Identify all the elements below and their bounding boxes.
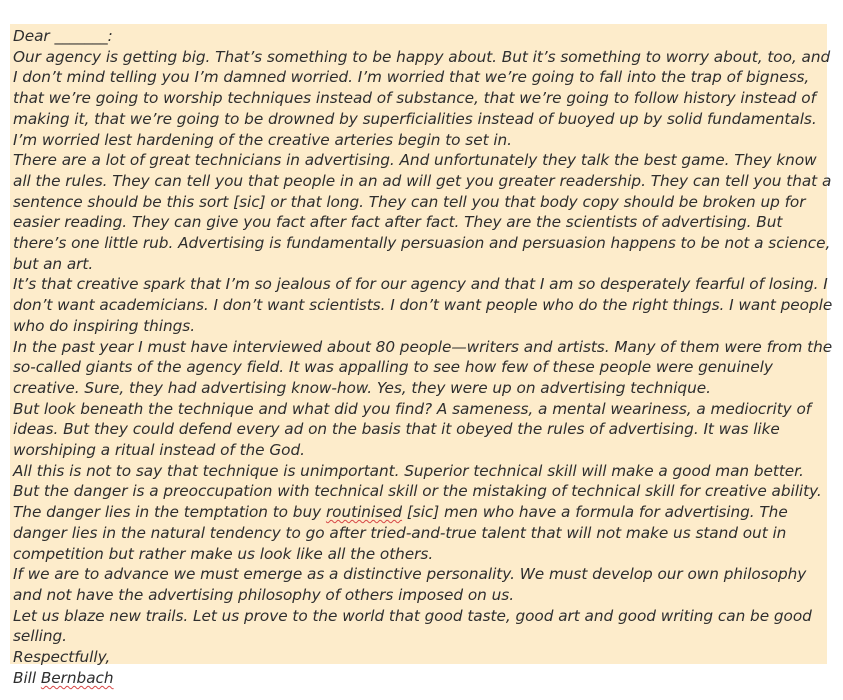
paragraph-9: Let us blaze new trails. Let us prove to the world that good taste, good art and good writing can be good selling. xyxy=(13,606,812,646)
letter-body[interactable] xyxy=(13,26,833,689)
paragraph-7 xyxy=(13,502,833,564)
spellcheck-word[interactable]: routinised xyxy=(325,503,403,522)
salutation: Dear _______: xyxy=(13,27,113,45)
closing: Respectfully, xyxy=(13,648,111,667)
signature-first-name: Bill xyxy=(13,668,41,687)
paragraph-7-start: The danger lies in the temptation to buy xyxy=(13,503,326,522)
signature xyxy=(13,668,833,689)
signature-last-name[interactable]: Bernbach xyxy=(40,668,114,687)
paragraph-6: All this is not to say that technique is unimportant. Superior technical skill will make a good man better. But the danger is a preoccupation with technical skill or the mistaking of technical skill for creative ability. xyxy=(13,461,822,501)
paragraph-3: It’s that creative spark that I’m so jealous of for our agency and that I am so desperately fearful of losing. I don’t want academicians. I don’t want scientists. I don’t want people who do the right things. I want people who do inspiring things. xyxy=(13,275,833,335)
paragraph-1: Our agency is getting big. That’s something to be happy about. But it’s something to worry about, too, and I don’t mind telling you I’m damned worried. I’m worried that we’re going to fall into the trap of bigness, that we’re going to worship techniques instead of substance, that we’re going to follow history instead of making it, that we’re going to be drowned by superficialities instead of buoyed up by solid fundamentals. I’m worried lest hardening of the creative arteries begin to set in. xyxy=(13,47,831,149)
paragraph-7-end: [sic] men who have a formula for advertising. The danger lies in the natural tendency to go after tried-and-true talent that will not make us stand out in competition but rather make us look like all the others. xyxy=(13,503,788,563)
paragraph-4: In the past year I must have interviewed about 80 people—writers and artists. Many of them were from the so-called giants of the agency field. It was appalling to see how few of these people were genuinely creative. Sure, they had advertising know-how. Yes, they were up on advertising technique. xyxy=(13,337,833,397)
paragraph-8: If we are to advance we must emerge as a distinctive personality. We must develop our own philosophy and not have the advertising philosophy of others imposed on us. xyxy=(13,565,807,604)
paragraph-5: But look beneath the technique and what did you find? A sameness, a mental weariness, a mediocrity of ideas. But they could defend every ad on the basis that it obeyed the rules of advertising. It was like worshiping a ritual instead of the God. xyxy=(13,399,812,460)
paragraph-2: There are a lot of great technicians in advertising. And unfortunately they talk the best game. They know all the rules. They can tell you that people in an ad will get you greater readership. They can tell you that a sentence should be this sort [sic] or that long. They can tell you that body copy should be broken up for easier reading. They can give you fact after fact after fact. They are the scientists of advertising. But there’s one little rub. Advertising is fundamentally persuasion and persuasion happens to be not a science, but an art. xyxy=(13,151,832,273)
